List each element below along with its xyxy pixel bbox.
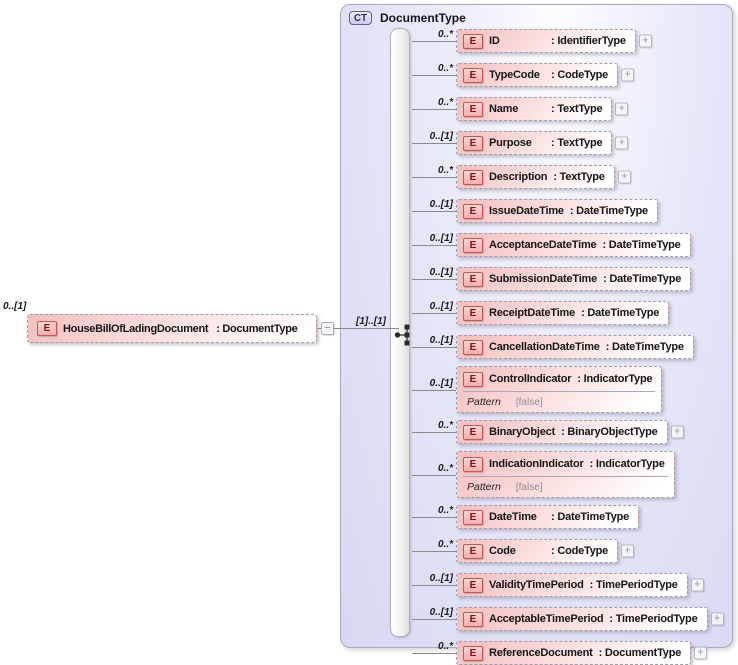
expand-icon[interactable]: + [621, 545, 634, 558]
element-box-main [457, 540, 617, 562]
element-name: DateTime [489, 511, 537, 523]
cardinality-label: 0..[1] [429, 301, 453, 312]
cardinality-label: 0..* [437, 539, 453, 550]
root-element-box[interactable] [27, 314, 317, 343]
connector-line [412, 97, 456, 121]
element-box-main [457, 421, 667, 443]
element-box-Code[interactable] [456, 539, 631, 563]
element-row [412, 233, 691, 257]
connector-line [412, 165, 456, 189]
element-type: : IndicatorType [577, 373, 653, 385]
element-type: : DateTimeType [603, 273, 682, 285]
element-row [412, 29, 649, 53]
connector-line [412, 29, 456, 53]
element-name: IssueDateTime [489, 205, 564, 217]
element-badge-icon: E [463, 340, 483, 355]
element-box-DateTime[interactable] [456, 505, 639, 529]
element-box-CancellationDateTime[interactable] [456, 335, 694, 359]
cardinality-label: 0..* [437, 63, 453, 74]
element-box-main [457, 166, 614, 188]
element-type: : IndicatorType [589, 458, 665, 470]
element-row [412, 420, 681, 444]
cardinality-label: 0..[1] [429, 131, 453, 142]
connector-line [412, 573, 456, 597]
element-name: TypeCode [489, 69, 540, 81]
root-cardinality-label: 0..[1] [3, 301, 27, 312]
element-type: : TimePeriodType [589, 579, 678, 591]
cardinality-label: 0..* [437, 97, 453, 108]
element-row [412, 63, 631, 87]
element-badge-icon: E [463, 238, 483, 253]
element-box-TypeCode[interactable] [456, 63, 631, 87]
element-name: Name [489, 103, 519, 115]
element-box-main [457, 268, 690, 290]
facet-row [457, 477, 674, 497]
complex-type-header [349, 11, 466, 25]
facet-value: [false] [515, 481, 543, 493]
element-box-main [457, 98, 611, 120]
cardinality-label: 0..[1] [429, 267, 453, 278]
element-type: : DocumentType [598, 647, 682, 659]
connector-line [412, 233, 456, 257]
element-badge-icon: E [37, 321, 57, 336]
cardinality-label: 0..* [437, 165, 453, 176]
cardinality-label: 0..[1] [429, 199, 453, 210]
element-type: : DateTimeType [569, 205, 648, 217]
expand-icon[interactable]: + [621, 69, 634, 82]
element-box-ControlIndicator[interactable] [456, 366, 662, 413]
element-box-IndicationIndicator[interactable] [456, 451, 675, 498]
element-badge-icon: E [463, 457, 483, 472]
element-box-Description[interactable] [456, 165, 628, 189]
facet-row [457, 392, 661, 412]
connector-line [412, 366, 456, 413]
element-type: : CodeType [551, 69, 609, 81]
element-name: Description [489, 171, 548, 183]
element-type: : DateTimeType [602, 239, 681, 251]
element-box-ReferenceDocument[interactable] [456, 641, 704, 665]
element-type: : IdentifierType [551, 35, 626, 47]
connector-line [412, 131, 456, 155]
element-box-IssueDateTime[interactable] [456, 199, 658, 223]
element-box-Purpose[interactable] [456, 131, 626, 155]
element-badge-icon: E [463, 306, 483, 321]
connector-line [412, 505, 456, 529]
element-type: : TimePeriodType [609, 613, 698, 625]
element-row [412, 199, 658, 223]
expand-icon[interactable]: + [691, 579, 704, 592]
element-name: Code [489, 545, 516, 557]
root-element-type: : DocumentType [216, 322, 298, 335]
element-box-main [457, 452, 674, 476]
complex-type-badge-icon: CT [349, 11, 372, 25]
facet-label: Pattern [467, 396, 501, 408]
element-box-main [457, 234, 690, 256]
connector-line [412, 607, 456, 631]
cardinality-label: 0..[1] [429, 335, 453, 346]
element-row [412, 335, 694, 359]
element-box-main [457, 367, 661, 391]
expand-icon[interactable]: + [618, 171, 631, 184]
cardinality-label: 0..[1] [429, 607, 453, 618]
element-row [412, 165, 628, 189]
element-name: BinaryObject [489, 426, 556, 438]
connector-line [412, 267, 456, 291]
element-name: ValidityTimePeriod [489, 579, 584, 591]
element-name: IndicationIndicator [489, 458, 584, 470]
link-cardinality-label: [1]..[1] [356, 316, 386, 327]
element-badge-icon: E [463, 510, 483, 525]
collapse-icon[interactable]: − [321, 322, 334, 335]
element-row [412, 539, 631, 563]
element-badge-icon: E [463, 544, 483, 559]
element-box-Name[interactable] [456, 97, 626, 121]
facet-value: [false] [515, 396, 543, 408]
element-name: SubmissionDateTime [489, 273, 598, 285]
expand-icon[interactable]: + [639, 35, 652, 48]
element-type: : DateTimeType [581, 307, 660, 319]
element-row [412, 505, 639, 529]
element-name: AcceptableTimePeriod [489, 613, 604, 625]
element-name: ReceiptDateTime [489, 307, 576, 319]
element-box-main [457, 574, 687, 596]
element-type: : TextType [553, 171, 605, 183]
expand-icon[interactable]: + [694, 647, 707, 660]
element-badge-icon: E [463, 102, 483, 117]
element-row [412, 366, 662, 413]
element-badge-icon: E [463, 578, 483, 593]
connector-line [412, 420, 456, 444]
element-badge-icon: E [463, 646, 483, 661]
element-box-SubmissionDateTime[interactable] [456, 267, 691, 291]
element-type: : CodeType [551, 545, 609, 557]
element-type: : DateTimeType [605, 341, 684, 353]
element-badge-icon: E [463, 204, 483, 219]
element-box-main [457, 506, 638, 528]
element-box-main [457, 302, 668, 324]
element-type: : BinaryObjectType [561, 426, 658, 438]
expand-icon[interactable]: + [671, 426, 684, 439]
expand-icon[interactable]: + [711, 613, 724, 626]
cardinality-label: 0..* [437, 641, 453, 652]
cardinality-label: 0..* [437, 505, 453, 516]
element-box-AcceptanceDateTime[interactable] [456, 233, 691, 257]
sequence-icon [393, 322, 419, 348]
element-row [412, 451, 675, 498]
element-type: : TextType [551, 137, 603, 149]
cardinality-label: 0..[1] [429, 233, 453, 244]
connector-line [412, 199, 456, 223]
element-box-main [457, 200, 657, 222]
complex-type-container [340, 4, 733, 659]
element-name: CancellationDateTime [489, 341, 600, 353]
element-box-main [457, 642, 690, 664]
element-badge-icon: E [463, 136, 483, 151]
element-row [412, 607, 721, 631]
element-name: ControlIndicator [489, 373, 572, 385]
connector-line [412, 539, 456, 563]
element-badge-icon: E [463, 68, 483, 83]
element-box-main [457, 608, 707, 630]
element-box-ValidityTimePeriod[interactable] [456, 573, 701, 597]
element-name: AcceptanceDateTime [489, 239, 597, 251]
element-badge-icon: E [463, 372, 483, 387]
element-row [412, 641, 704, 665]
element-badge-icon: E [463, 425, 483, 440]
element-row [412, 97, 626, 121]
cardinality-label: 0..[1] [429, 377, 453, 389]
element-box-main [457, 64, 617, 86]
cardinality-label: 0..[1] [429, 573, 453, 584]
element-row [412, 301, 669, 325]
element-name: ReferenceDocument [489, 647, 593, 659]
expand-icon[interactable]: + [615, 103, 628, 116]
element-box-main [457, 132, 611, 154]
element-box-main [457, 30, 635, 52]
element-name: Purpose [489, 137, 532, 149]
element-rows [412, 29, 721, 665]
element-box-ReceiptDateTime[interactable] [456, 301, 669, 325]
element-row [412, 267, 691, 291]
element-badge-icon: E [463, 612, 483, 627]
connector-line [412, 63, 456, 87]
element-type: : DateTimeType [551, 511, 630, 523]
root-element-name: HouseBillOfLadingDocument [63, 322, 209, 335]
facet-label: Pattern [467, 481, 501, 493]
cardinality-label: 0..* [437, 420, 453, 431]
cardinality-label: 0..* [437, 29, 453, 40]
complex-type-title: DocumentType [380, 11, 466, 25]
element-row [412, 131, 626, 155]
element-badge-icon: E [463, 34, 483, 49]
element-box-BinaryObject[interactable] [456, 420, 681, 444]
expand-icon[interactable]: + [615, 137, 628, 150]
element-type: : TextType [551, 103, 603, 115]
element-row [412, 573, 701, 597]
element-badge-icon: E [463, 170, 483, 185]
cardinality-label: 0..* [437, 462, 453, 474]
connector-line [412, 451, 456, 498]
element-box-main [457, 336, 693, 358]
element-box-ID[interactable] [456, 29, 649, 53]
element-badge-icon: E [463, 272, 483, 287]
connector-line [412, 641, 456, 665]
element-box-AcceptableTimePeriod[interactable] [456, 607, 721, 631]
element-name: ID [489, 35, 500, 47]
